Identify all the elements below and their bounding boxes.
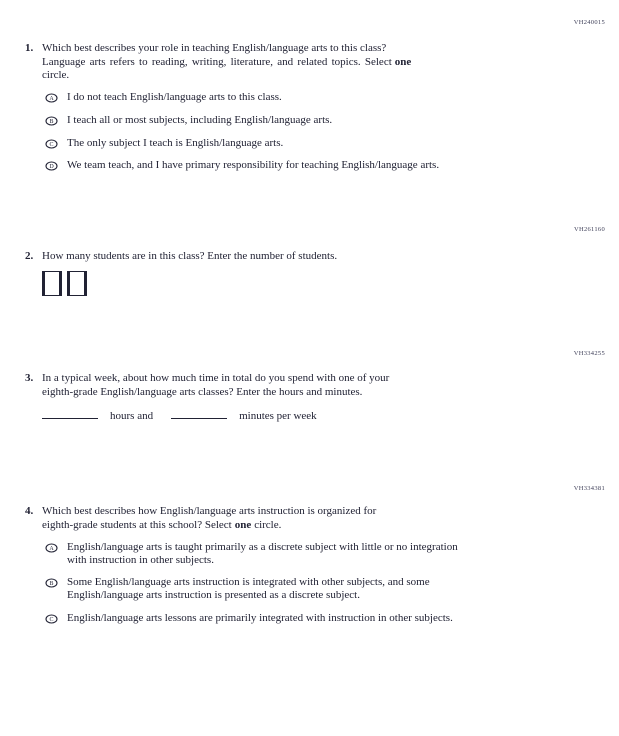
q4-option-a-line-1: English/language arts is taught primarily as a discrete subject with little or no integration xyxy=(67,541,458,553)
question-1-stem xyxy=(42,42,411,83)
answer-bubble-c-icon[interactable] xyxy=(45,614,58,624)
q4-option-b-label xyxy=(67,576,430,601)
q4-option-b-line-2: English/language arts instruction is presented as a discrete subject. xyxy=(67,588,360,601)
question-4-stem-line-1: Which best describes how English/language arts instruction is organized for xyxy=(42,505,377,517)
question-1-number: 1. xyxy=(25,42,34,54)
question-1-stem-line-1: Which best describes your role in teaching English/language arts to this class? xyxy=(42,42,387,54)
question-4-stem-bold-one: one xyxy=(234,518,252,531)
q1-option-b-label: I teach all or most subjects, including English/language arts. xyxy=(67,114,333,126)
question-2-stem-line-1: How many students are in this class? Enter the number of students. xyxy=(42,250,338,262)
question-2-stem xyxy=(42,250,337,264)
q1-option-a[interactable] xyxy=(45,91,282,104)
item-code-1: VH240015 xyxy=(573,19,605,26)
question-3-number: 3. xyxy=(25,372,34,384)
question-3-stem-line-1: In a typical week, about how much time in total do you spend with one of your xyxy=(42,372,390,384)
question-4-stem-text-end: circle. xyxy=(254,518,282,531)
answer-bubble-d-icon[interactable] xyxy=(45,161,58,171)
q4-option-a[interactable] xyxy=(45,541,458,566)
question-4-number: 4. xyxy=(25,505,34,517)
q1-option-d-label: We team teach, and I have primary responsibility for teaching English/language arts. xyxy=(67,159,440,171)
student-count-entry xyxy=(42,271,87,296)
q4-option-c-line-1: English/language arts lessons are primarily integrated with instruction in other subjects. xyxy=(67,612,453,624)
digit-box-ones[interactable] xyxy=(67,271,87,296)
bubble-letter: A xyxy=(49,95,54,102)
item-code-4: VH334381 xyxy=(573,485,605,492)
question-4-stem xyxy=(42,505,376,532)
q4-option-a-line-2: with instruction in other subjects. xyxy=(67,553,214,566)
bubble-letter: C xyxy=(49,141,54,148)
q1-option-c[interactable] xyxy=(45,137,283,150)
bubble-letter: D xyxy=(49,163,54,170)
q1-option-d[interactable] xyxy=(45,159,439,172)
digit-box-tens[interactable] xyxy=(42,271,62,296)
bubble-letter: B xyxy=(49,118,54,125)
q4-option-b-line-1: Some English/language arts instruction is integrated with other subjects, and some xyxy=(67,576,430,588)
q4-option-a-label xyxy=(67,541,458,566)
answer-bubble-a-icon[interactable] xyxy=(45,93,58,103)
question-1-stem-text: Language arts refers to reading, writing, literature, and related topics. Select xyxy=(42,55,392,68)
item-code-2: VH261160 xyxy=(573,226,605,233)
q4-option-c[interactable] xyxy=(45,612,453,625)
question-1-stem-line-2 xyxy=(42,56,411,70)
q4-option-c-label xyxy=(67,612,453,625)
item-code-3: VH334255 xyxy=(573,350,605,357)
question-4-stem-text: eighth-grade students at this school? Select xyxy=(42,518,232,531)
q4-option-b[interactable] xyxy=(45,576,430,601)
answer-bubble-b-icon[interactable] xyxy=(45,578,58,588)
hours-minutes-entry xyxy=(42,410,317,423)
q1-option-a-label: I do not teach English/language arts to this class. xyxy=(67,91,282,103)
minutes-blank[interactable] xyxy=(171,418,227,419)
minutes-label: minutes per week xyxy=(239,410,317,422)
q1-option-c-label: The only subject I teach is English/language arts. xyxy=(67,137,284,149)
bubble-letter: B xyxy=(49,580,54,587)
question-3-stem xyxy=(42,372,389,399)
question-3-stem-line-2: eighth-grade English/language arts classes? Enter the hours and minutes. xyxy=(42,385,363,398)
q1-option-b[interactable] xyxy=(45,114,332,127)
question-4-stem-line-2 xyxy=(42,519,376,533)
question-1-stem-line-3: circle. xyxy=(42,69,70,81)
answer-bubble-b-icon[interactable] xyxy=(45,116,58,126)
bubble-letter: A xyxy=(49,545,54,552)
question-2-number: 2. xyxy=(25,250,34,262)
hours-label: hours and xyxy=(110,410,154,422)
question-1-stem-bold-one: one xyxy=(394,55,412,68)
bubble-letter: C xyxy=(49,616,54,623)
hours-blank[interactable] xyxy=(42,418,98,419)
answer-bubble-c-icon[interactable] xyxy=(45,139,58,149)
answer-bubble-a-icon[interactable] xyxy=(45,543,58,553)
